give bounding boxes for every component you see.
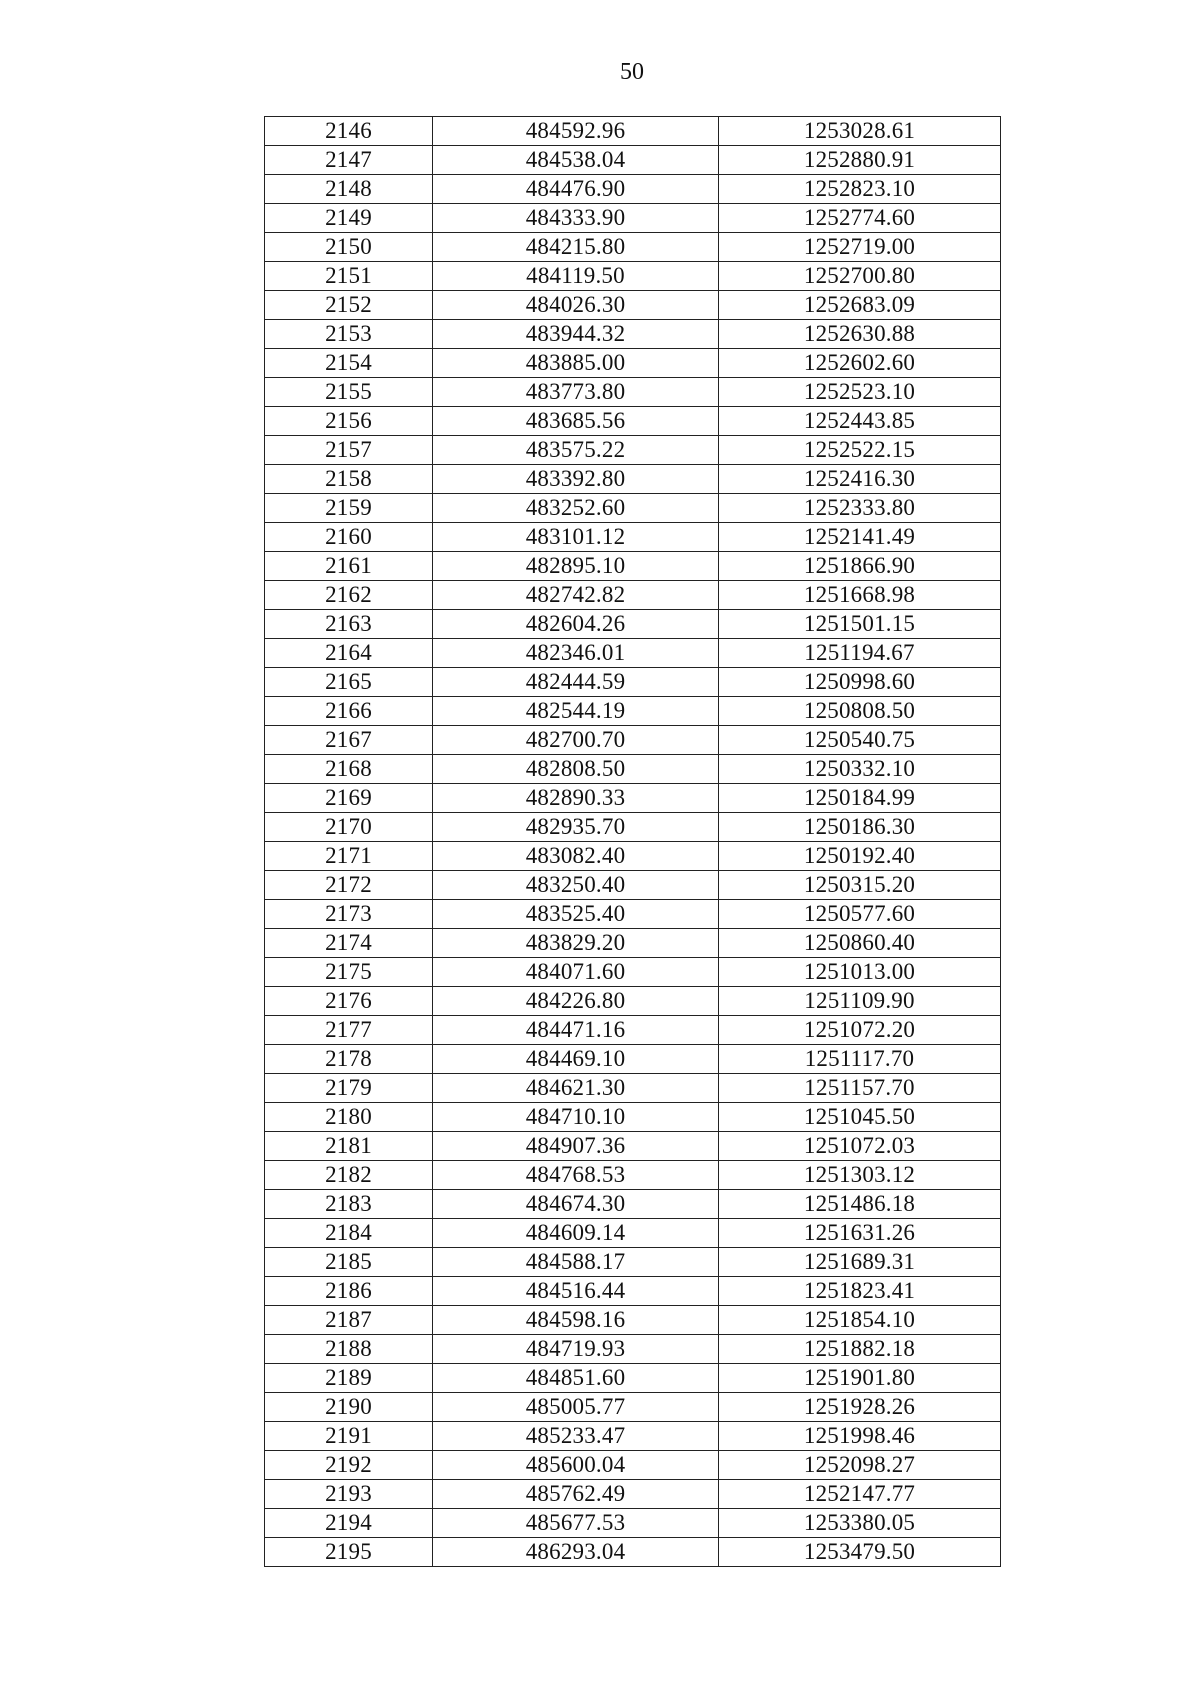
x-coordinate-cell: 482604.26 xyxy=(433,610,719,639)
y-coordinate-cell: 1251194.67 xyxy=(719,639,1001,668)
table-row xyxy=(265,1190,1001,1219)
x-coordinate-cell: 483829.20 xyxy=(433,929,719,958)
y-coordinate-cell: 1252630.88 xyxy=(719,320,1001,349)
table-row xyxy=(265,813,1001,842)
table-row xyxy=(265,1538,1001,1567)
x-coordinate-cell: 484719.93 xyxy=(433,1335,719,1364)
y-coordinate-cell: 1252522.15 xyxy=(719,436,1001,465)
point-number-cell: 2169 xyxy=(265,784,433,813)
x-coordinate-cell: 484674.30 xyxy=(433,1190,719,1219)
point-number-cell: 2187 xyxy=(265,1306,433,1335)
point-number-cell: 2157 xyxy=(265,436,433,465)
x-coordinate-cell: 484598.16 xyxy=(433,1306,719,1335)
y-coordinate-cell: 1251631.26 xyxy=(719,1219,1001,1248)
table-row xyxy=(265,610,1001,639)
table-row xyxy=(265,1016,1001,1045)
table-row xyxy=(265,320,1001,349)
point-number-cell: 2178 xyxy=(265,1045,433,1074)
table-row xyxy=(265,378,1001,407)
table-row xyxy=(265,465,1001,494)
x-coordinate-cell: 483250.40 xyxy=(433,871,719,900)
x-coordinate-cell: 484538.04 xyxy=(433,146,719,175)
point-number-cell: 2161 xyxy=(265,552,433,581)
x-coordinate-cell: 482544.19 xyxy=(433,697,719,726)
x-coordinate-cell: 482808.50 xyxy=(433,755,719,784)
point-number-cell: 2148 xyxy=(265,175,433,204)
y-coordinate-cell: 1252683.09 xyxy=(719,291,1001,320)
y-coordinate-cell: 1250186.30 xyxy=(719,813,1001,842)
x-coordinate-cell: 484907.36 xyxy=(433,1132,719,1161)
table-row xyxy=(265,523,1001,552)
y-coordinate-cell: 1250860.40 xyxy=(719,929,1001,958)
x-coordinate-cell: 484588.17 xyxy=(433,1248,719,1277)
y-coordinate-cell: 1252523.10 xyxy=(719,378,1001,407)
table-row xyxy=(265,1393,1001,1422)
point-number-cell: 2164 xyxy=(265,639,433,668)
table-row xyxy=(265,1045,1001,1074)
y-coordinate-cell: 1251901.80 xyxy=(719,1364,1001,1393)
y-coordinate-cell: 1251882.18 xyxy=(719,1335,1001,1364)
table-row xyxy=(265,697,1001,726)
y-coordinate-cell: 1251157.70 xyxy=(719,1074,1001,1103)
table-row xyxy=(265,842,1001,871)
point-number-cell: 2155 xyxy=(265,378,433,407)
point-number-cell: 2190 xyxy=(265,1393,433,1422)
y-coordinate-cell: 1252098.27 xyxy=(719,1451,1001,1480)
table-row xyxy=(265,175,1001,204)
point-number-cell: 2179 xyxy=(265,1074,433,1103)
y-coordinate-cell: 1250540.75 xyxy=(719,726,1001,755)
x-coordinate-cell: 482444.59 xyxy=(433,668,719,697)
point-number-cell: 2154 xyxy=(265,349,433,378)
x-coordinate-cell: 484226.80 xyxy=(433,987,719,1016)
table-row xyxy=(265,1480,1001,1509)
x-coordinate-cell: 483082.40 xyxy=(433,842,719,871)
point-number-cell: 2195 xyxy=(265,1538,433,1567)
y-coordinate-cell: 1251854.10 xyxy=(719,1306,1001,1335)
x-coordinate-cell: 484476.90 xyxy=(433,175,719,204)
point-number-cell: 2159 xyxy=(265,494,433,523)
y-coordinate-cell: 1252333.80 xyxy=(719,494,1001,523)
table-row xyxy=(265,146,1001,175)
y-coordinate-cell: 1251109.90 xyxy=(719,987,1001,1016)
point-number-cell: 2191 xyxy=(265,1422,433,1451)
table-row xyxy=(265,668,1001,697)
x-coordinate-cell: 484851.60 xyxy=(433,1364,719,1393)
y-coordinate-cell: 1252719.00 xyxy=(719,233,1001,262)
x-coordinate-cell: 482935.70 xyxy=(433,813,719,842)
x-coordinate-cell: 484768.53 xyxy=(433,1161,719,1190)
x-coordinate-cell: 483885.00 xyxy=(433,349,719,378)
point-number-cell: 2163 xyxy=(265,610,433,639)
x-coordinate-cell: 482895.10 xyxy=(433,552,719,581)
x-coordinate-cell: 483685.56 xyxy=(433,407,719,436)
point-number-cell: 2158 xyxy=(265,465,433,494)
y-coordinate-cell: 1251928.26 xyxy=(719,1393,1001,1422)
table-row xyxy=(265,987,1001,1016)
y-coordinate-cell: 1251303.12 xyxy=(719,1161,1001,1190)
y-coordinate-cell: 1251072.03 xyxy=(719,1132,1001,1161)
table-row xyxy=(265,1161,1001,1190)
point-number-cell: 2177 xyxy=(265,1016,433,1045)
x-coordinate-cell: 483101.12 xyxy=(433,523,719,552)
y-coordinate-cell: 1251501.15 xyxy=(719,610,1001,639)
table-row xyxy=(265,1103,1001,1132)
point-number-cell: 2171 xyxy=(265,842,433,871)
y-coordinate-cell: 1252774.60 xyxy=(719,204,1001,233)
table-row xyxy=(265,929,1001,958)
y-coordinate-cell: 1251072.20 xyxy=(719,1016,1001,1045)
table-row xyxy=(265,494,1001,523)
x-coordinate-cell: 485600.04 xyxy=(433,1451,719,1480)
point-number-cell: 2182 xyxy=(265,1161,433,1190)
y-coordinate-cell: 1250808.50 xyxy=(719,697,1001,726)
point-number-cell: 2146 xyxy=(265,117,433,146)
y-coordinate-cell: 1251013.00 xyxy=(719,958,1001,987)
point-number-cell: 2175 xyxy=(265,958,433,987)
point-number-cell: 2150 xyxy=(265,233,433,262)
table-row xyxy=(265,1074,1001,1103)
table-row xyxy=(265,262,1001,291)
point-number-cell: 2165 xyxy=(265,668,433,697)
page-number: 50 xyxy=(620,59,644,85)
y-coordinate-cell: 1250192.40 xyxy=(719,842,1001,871)
point-number-cell: 2162 xyxy=(265,581,433,610)
table-row xyxy=(265,1451,1001,1480)
table-row xyxy=(265,1306,1001,1335)
point-number-cell: 2147 xyxy=(265,146,433,175)
point-number-cell: 2189 xyxy=(265,1364,433,1393)
point-number-cell: 2188 xyxy=(265,1335,433,1364)
y-coordinate-cell: 1251689.31 xyxy=(719,1248,1001,1277)
x-coordinate-cell: 484333.90 xyxy=(433,204,719,233)
x-coordinate-cell: 485233.47 xyxy=(433,1422,719,1451)
point-number-cell: 2174 xyxy=(265,929,433,958)
table-row xyxy=(265,1248,1001,1277)
point-number-cell: 2149 xyxy=(265,204,433,233)
x-coordinate-cell: 483392.80 xyxy=(433,465,719,494)
x-coordinate-cell: 483944.32 xyxy=(433,320,719,349)
table-row xyxy=(265,639,1001,668)
table-row xyxy=(265,407,1001,436)
coordinates-table xyxy=(264,116,1001,1567)
y-coordinate-cell: 1252416.30 xyxy=(719,465,1001,494)
y-coordinate-cell: 1251668.98 xyxy=(719,581,1001,610)
y-coordinate-cell: 1252141.49 xyxy=(719,523,1001,552)
point-number-cell: 2151 xyxy=(265,262,433,291)
point-number-cell: 2192 xyxy=(265,1451,433,1480)
y-coordinate-cell: 1250998.60 xyxy=(719,668,1001,697)
x-coordinate-cell: 482700.70 xyxy=(433,726,719,755)
table-row xyxy=(265,1219,1001,1248)
y-coordinate-cell: 1253479.50 xyxy=(719,1538,1001,1567)
point-number-cell: 2184 xyxy=(265,1219,433,1248)
point-number-cell: 2156 xyxy=(265,407,433,436)
table-row xyxy=(265,755,1001,784)
x-coordinate-cell: 484621.30 xyxy=(433,1074,719,1103)
table-row xyxy=(265,1422,1001,1451)
x-coordinate-cell: 484119.50 xyxy=(433,262,719,291)
table-row xyxy=(265,784,1001,813)
x-coordinate-cell: 483252.60 xyxy=(433,494,719,523)
point-number-cell: 2168 xyxy=(265,755,433,784)
x-coordinate-cell: 485005.77 xyxy=(433,1393,719,1422)
x-coordinate-cell: 482890.33 xyxy=(433,784,719,813)
y-coordinate-cell: 1252700.80 xyxy=(719,262,1001,291)
table-row xyxy=(265,581,1001,610)
point-number-cell: 2167 xyxy=(265,726,433,755)
y-coordinate-cell: 1251486.18 xyxy=(719,1190,1001,1219)
x-coordinate-cell: 483525.40 xyxy=(433,900,719,929)
table-row xyxy=(265,871,1001,900)
x-coordinate-cell: 485677.53 xyxy=(433,1509,719,1538)
x-coordinate-cell: 483773.80 xyxy=(433,378,719,407)
y-coordinate-cell: 1251823.41 xyxy=(719,1277,1001,1306)
y-coordinate-cell: 1251866.90 xyxy=(719,552,1001,581)
x-coordinate-cell: 484516.44 xyxy=(433,1277,719,1306)
y-coordinate-cell: 1251998.46 xyxy=(719,1422,1001,1451)
x-coordinate-cell: 484469.10 xyxy=(433,1045,719,1074)
x-coordinate-cell: 484071.60 xyxy=(433,958,719,987)
table-row xyxy=(265,1364,1001,1393)
point-number-cell: 2166 xyxy=(265,697,433,726)
point-number-cell: 2153 xyxy=(265,320,433,349)
point-number-cell: 2183 xyxy=(265,1190,433,1219)
table-row xyxy=(265,958,1001,987)
table-row xyxy=(265,900,1001,929)
point-number-cell: 2170 xyxy=(265,813,433,842)
x-coordinate-cell: 483575.22 xyxy=(433,436,719,465)
y-coordinate-cell: 1253380.05 xyxy=(719,1509,1001,1538)
y-coordinate-cell: 1250315.20 xyxy=(719,871,1001,900)
x-coordinate-cell: 484592.96 xyxy=(433,117,719,146)
y-coordinate-cell: 1250332.10 xyxy=(719,755,1001,784)
point-number-cell: 2172 xyxy=(265,871,433,900)
x-coordinate-cell: 486293.04 xyxy=(433,1538,719,1567)
x-coordinate-cell: 484710.10 xyxy=(433,1103,719,1132)
point-number-cell: 2152 xyxy=(265,291,433,320)
table-row xyxy=(265,552,1001,581)
point-number-cell: 2173 xyxy=(265,900,433,929)
point-number-cell: 2180 xyxy=(265,1103,433,1132)
table-row xyxy=(265,349,1001,378)
x-coordinate-cell: 484215.80 xyxy=(433,233,719,262)
point-number-cell: 2181 xyxy=(265,1132,433,1161)
y-coordinate-cell: 1252823.10 xyxy=(719,175,1001,204)
table-row xyxy=(265,117,1001,146)
table-row xyxy=(265,436,1001,465)
table-row xyxy=(265,1509,1001,1538)
y-coordinate-cell: 1252880.91 xyxy=(719,146,1001,175)
table-row xyxy=(265,1132,1001,1161)
x-coordinate-cell: 484609.14 xyxy=(433,1219,719,1248)
point-number-cell: 2186 xyxy=(265,1277,433,1306)
x-coordinate-cell: 484471.16 xyxy=(433,1016,719,1045)
y-coordinate-cell: 1250577.60 xyxy=(719,900,1001,929)
table-body xyxy=(265,117,1001,1567)
x-coordinate-cell: 485762.49 xyxy=(433,1480,719,1509)
y-coordinate-cell: 1253028.61 xyxy=(719,117,1001,146)
point-number-cell: 2193 xyxy=(265,1480,433,1509)
table-row xyxy=(265,1277,1001,1306)
x-coordinate-cell: 484026.30 xyxy=(433,291,719,320)
point-number-cell: 2194 xyxy=(265,1509,433,1538)
x-coordinate-cell: 482346.01 xyxy=(433,639,719,668)
y-coordinate-cell: 1250184.99 xyxy=(719,784,1001,813)
table-row xyxy=(265,233,1001,262)
table-row xyxy=(265,291,1001,320)
table-row xyxy=(265,204,1001,233)
y-coordinate-cell: 1252443.85 xyxy=(719,407,1001,436)
point-number-cell: 2160 xyxy=(265,523,433,552)
table-row xyxy=(265,726,1001,755)
y-coordinate-cell: 1251045.50 xyxy=(719,1103,1001,1132)
y-coordinate-cell: 1252147.77 xyxy=(719,1480,1001,1509)
point-number-cell: 2185 xyxy=(265,1248,433,1277)
x-coordinate-cell: 482742.82 xyxy=(433,581,719,610)
y-coordinate-cell: 1252602.60 xyxy=(719,349,1001,378)
point-number-cell: 2176 xyxy=(265,987,433,1016)
table-row xyxy=(265,1335,1001,1364)
y-coordinate-cell: 1251117.70 xyxy=(719,1045,1001,1074)
